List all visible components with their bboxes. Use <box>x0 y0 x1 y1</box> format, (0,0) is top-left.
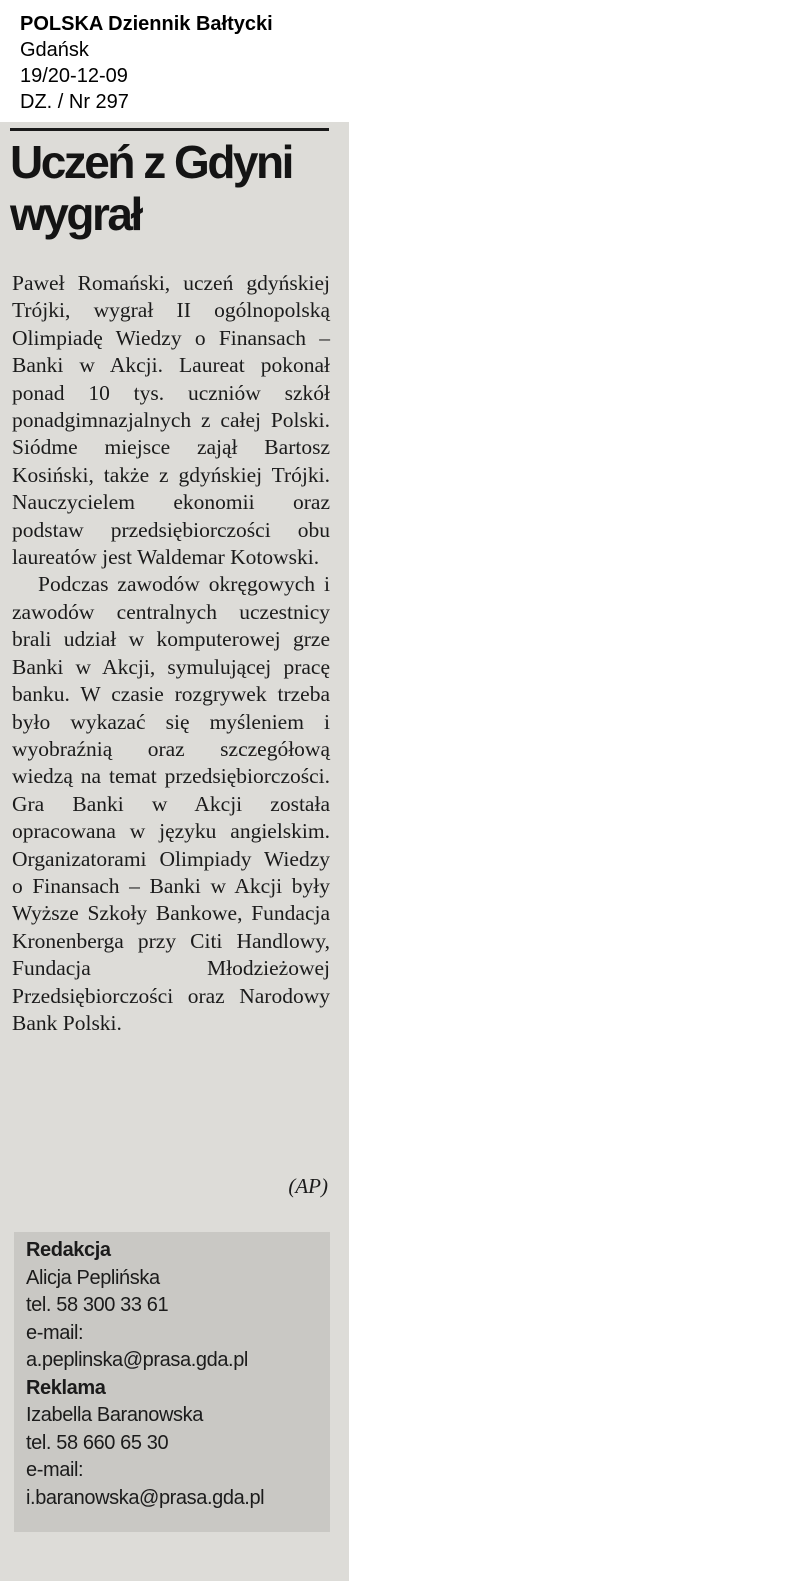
newspaper-clipping <box>0 122 349 1581</box>
headline-line-2: wygrał <box>10 188 141 240</box>
article-signature: (AP) <box>288 1174 328 1198</box>
ads-email-label: e-mail: <box>26 1459 84 1481</box>
issue-number: DZ. / Nr 297 <box>20 91 129 113</box>
contact-list <box>26 1237 264 1512</box>
clipping-header <box>20 11 273 115</box>
contact-box <box>14 1232 330 1532</box>
ads-name: Izabella Baranowska <box>26 1404 203 1426</box>
publication-city: Gdańsk <box>20 39 89 61</box>
editorial-email-label: e-mail: <box>26 1321 84 1344</box>
publication-name: POLSKA Dziennik Bałtycki <box>20 13 273 35</box>
publication-date: 19/20-12-09 <box>20 65 128 87</box>
article-paragraph-2: Podczas zawodów okręgowych i zawodów centralnych uczestnicy brali udział w komputerowej grze Banki w Akcji, symulującej pracę banku. W czasie rozgrywek trzeba było wykazać się myśleniem i wyobraźnią oraz szczegółową wiedzą na temat przedsiębiorczości. Gra Banki w Akcji została opracowana w języku angielskim. Organizatorami Olimpiady Wiedzy o Finansach – Banki w Akcji były Wyższe Szkoły Bankowe, Fundacja Kronenberga przy Citi Handlowy, Fundacja Młodzieżowej Przedsiębiorczości oraz Narodowy Bank Polski. <box>12 572 330 1035</box>
article-paragraph-1: Paweł Romański, uczeń gdyńskiej Trójki, wygrał II ogólnopolską Olimpiadę Wiedzy o Finansach – Banki w Akcji. Laureat pokonał ponad 10 tys. uczniów szkół ponadgimnazjalnych z całej Polski. Siódme miejsce zajął Bartosz Kosiński, także z gdyńskiej Trójki. Nauczycielem ekonomii oraz podstaw przedsiębiorczości obu laureatów jest Waldemar Kotowski. <box>12 271 330 570</box>
headline-line-1: Uczeń z Gdyni <box>10 136 292 188</box>
editorial-email: a.peplinska@prasa.gda.pl <box>26 1349 248 1371</box>
article-headline <box>10 136 340 240</box>
article-body <box>12 270 330 1037</box>
editorial-name: Alicja Peplińska <box>26 1266 160 1289</box>
top-rule <box>10 128 329 131</box>
editorial-heading: Redakcja <box>26 1239 111 1261</box>
editorial-phone: tel. 58 300 33 61 <box>26 1294 169 1316</box>
ads-email: i.baranowska@prasa.gda.pl <box>26 1486 265 1509</box>
ads-phone: tel. 58 660 65 30 <box>26 1431 169 1454</box>
ads-heading: Reklama <box>26 1376 106 1399</box>
